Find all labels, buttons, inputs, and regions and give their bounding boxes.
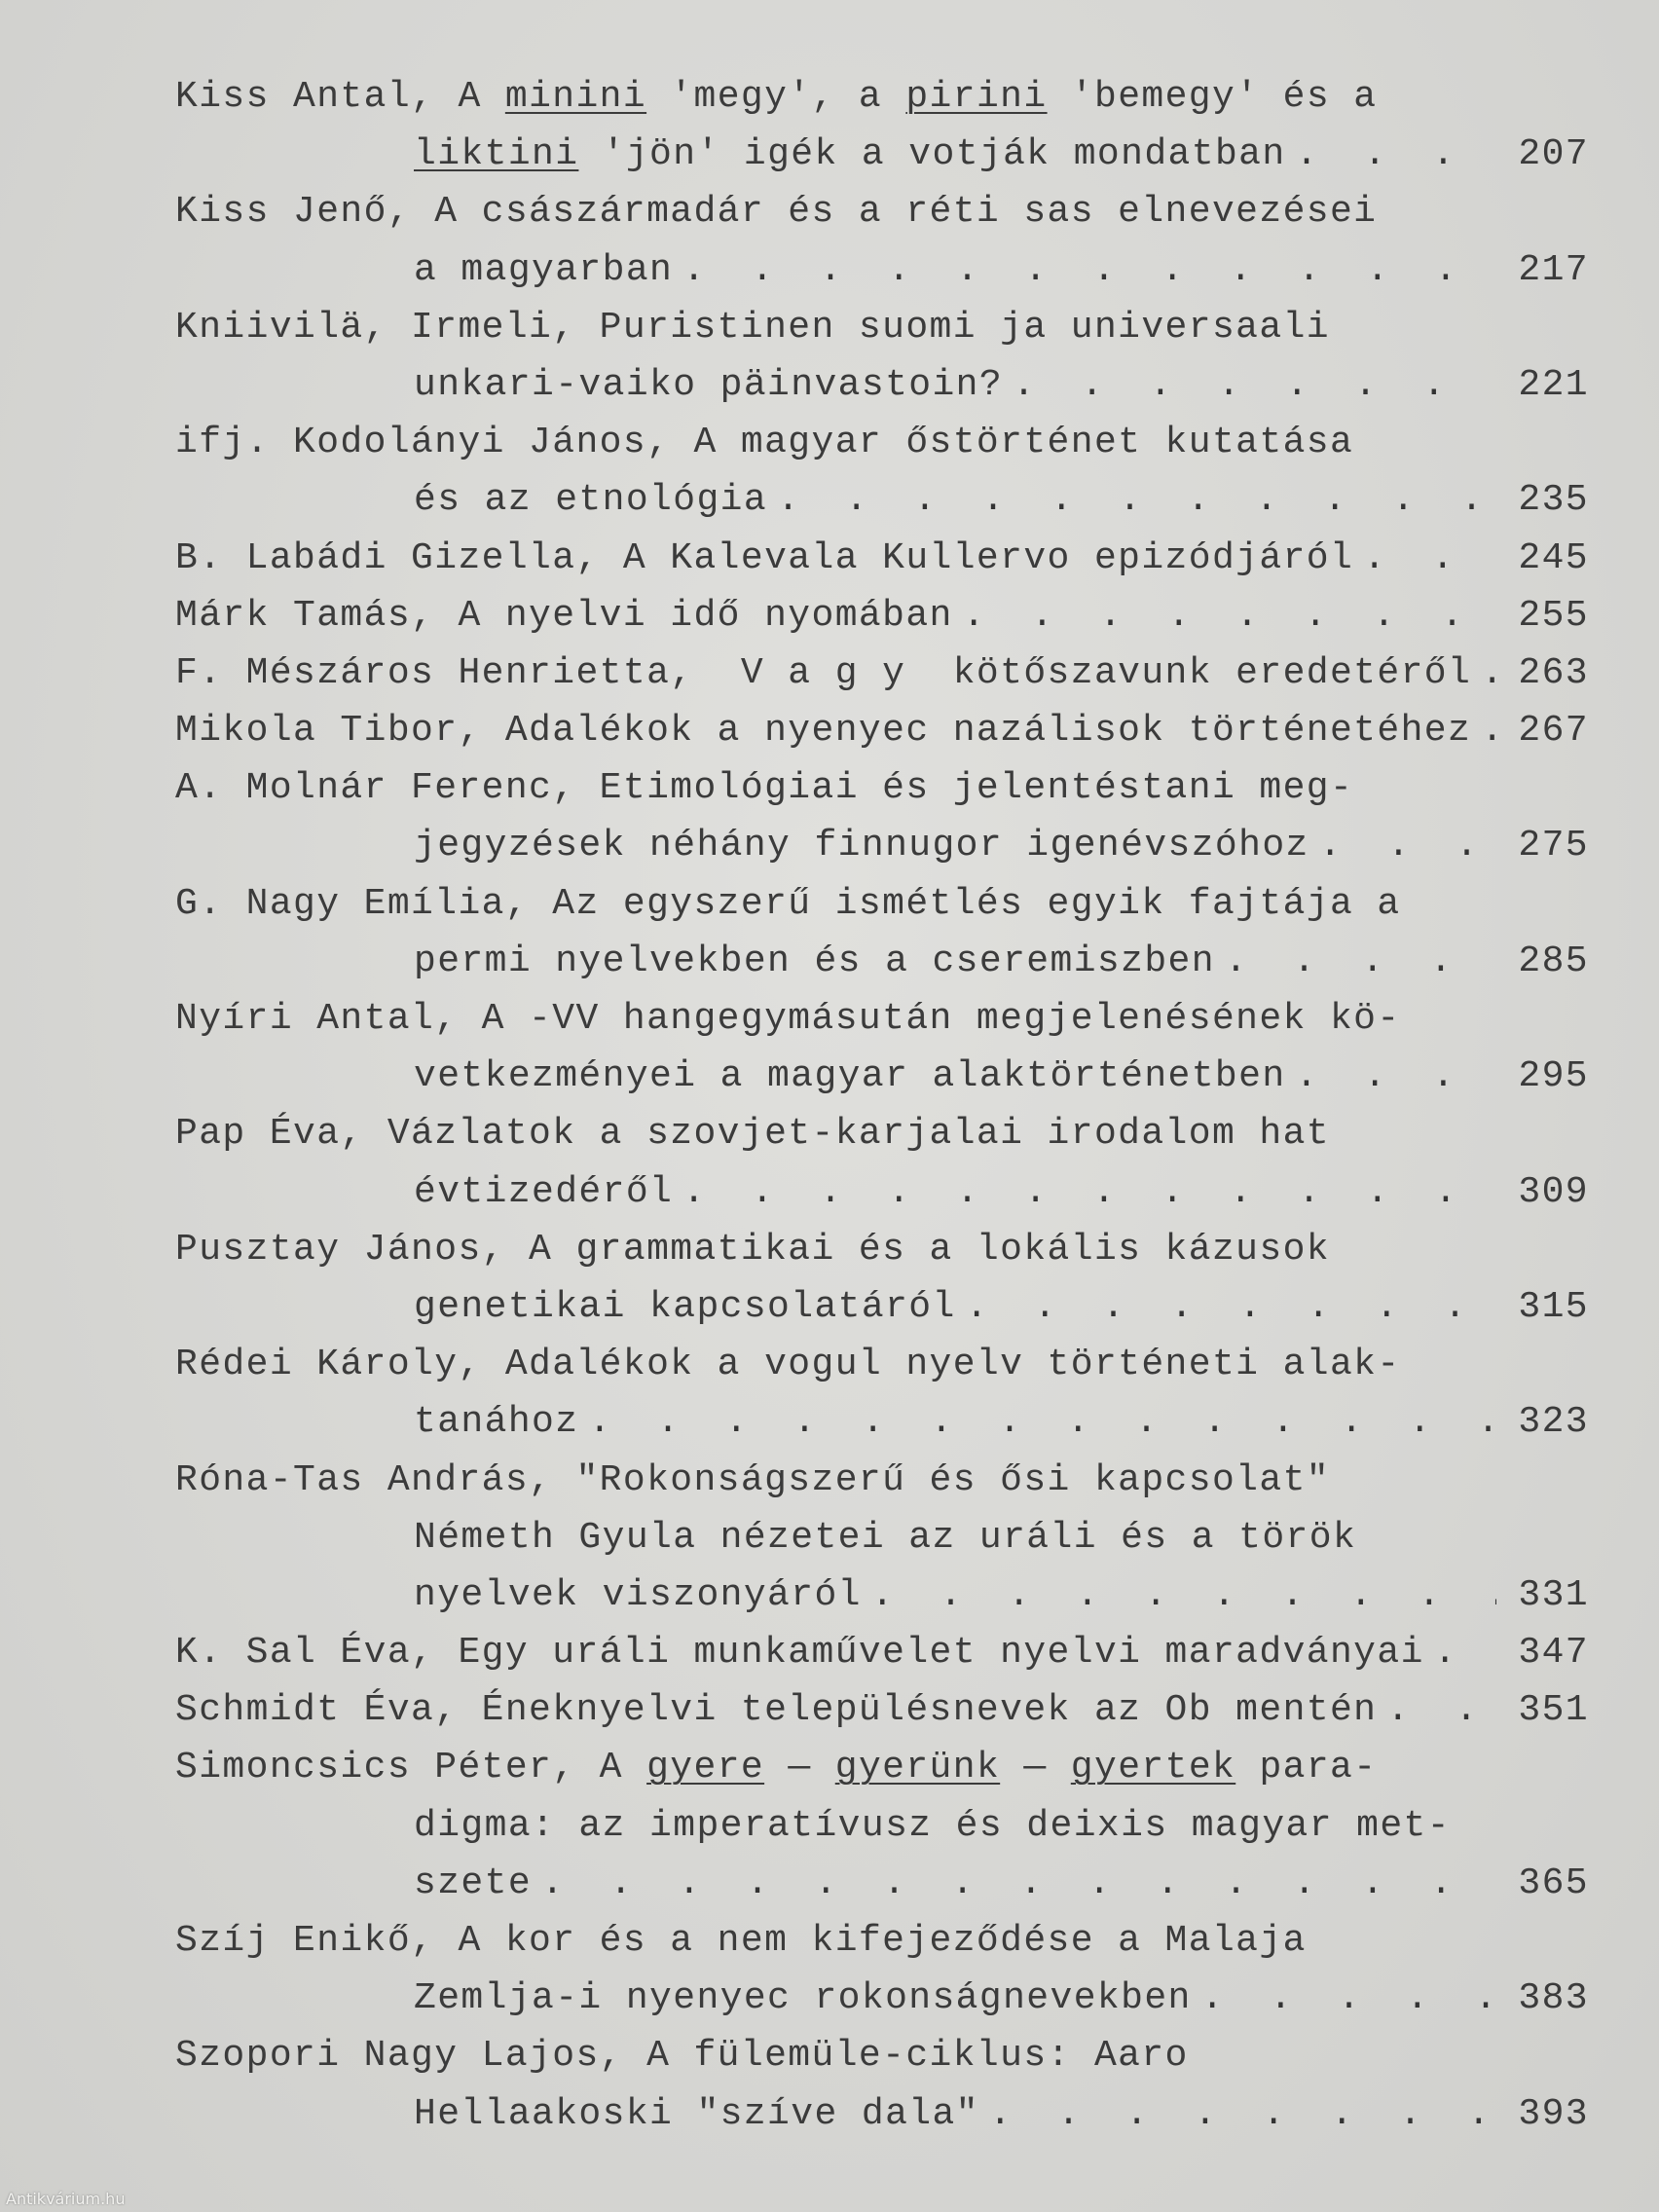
entry-author-title-line — [175, 1739, 1589, 1796]
text-segment: Kniivilä, Irmeli, Puristinen suomi ja universaali — [175, 306, 1330, 349]
page-number: 315 — [1518, 1285, 1589, 1328]
entry-continuation-line — [175, 471, 1589, 529]
toc-entry — [175, 875, 1589, 990]
entry-continuation-line — [175, 1048, 1589, 1105]
text-segment: tanához — [414, 1401, 579, 1444]
text-segment: Mikola Tibor, Adalékok a nyenyec nazálisok történetéhez — [175, 710, 1472, 753]
dot-leader — [578, 1393, 1496, 1451]
text-segment: permi nyelvekben és a cseremiszben — [414, 940, 1215, 982]
entry-continuation-line — [175, 241, 1589, 299]
entry-continuation-line — [175, 1855, 1589, 1912]
entry-text — [175, 1221, 1330, 1278]
underlined-word: gyere — [646, 1747, 765, 1789]
page-number: 309 — [1518, 1170, 1589, 1213]
text-segment: Szopori Nagy Lajos, A fülemüle-ciklus: Aaro — [175, 2035, 1189, 2078]
entry-author-title-line — [175, 68, 1589, 126]
text-segment: Kiss Jenő, A császármadár és a réti sas elnevezései — [175, 191, 1378, 234]
toc-entry — [175, 1452, 1589, 1625]
entry-text — [414, 1567, 862, 1624]
dot-leader — [979, 2085, 1496, 2143]
entry-author-title-line — [175, 1105, 1589, 1162]
toc-entry — [175, 702, 1589, 759]
page-number: 255 — [1518, 594, 1589, 637]
entry-text — [414, 1797, 1451, 1855]
text-segment: digma: az imperatívusz és deixis magyar met- — [414, 1804, 1451, 1847]
text-segment: G. Nagy Emília, Az egyszerű ismétlés egyik fajtája a — [175, 882, 1401, 925]
entry-text — [175, 530, 1353, 587]
page-number: 275 — [1518, 825, 1589, 867]
text-segment: Zemlja-i nyenyec rokonságnevekben — [414, 1977, 1192, 2020]
entry-text — [175, 183, 1377, 240]
page-number: 207 — [1518, 133, 1589, 176]
entry-author-title-line — [175, 587, 1589, 645]
dot-leader — [1286, 1048, 1497, 1105]
toc-entry — [175, 645, 1589, 702]
page-number: 331 — [1518, 1573, 1589, 1616]
dot-leader — [673, 241, 1496, 299]
toc-entry — [175, 1336, 1589, 1451]
text-segment: genetikai kapcsolatáról — [414, 1285, 956, 1328]
entry-text — [175, 587, 953, 645]
entry-text — [175, 68, 1377, 126]
entry-continuation-line — [175, 1278, 1589, 1336]
dot-leader — [1424, 1624, 1497, 1681]
entry-continuation-line — [175, 1970, 1589, 2027]
entry-continuation-line — [175, 1797, 1589, 1855]
text-segment: Kiss Antal, A — [175, 76, 505, 118]
text-segment: — — [1000, 1747, 1071, 1789]
toc-entry — [175, 1624, 1589, 1681]
table-of-contents — [175, 68, 1589, 2143]
dot-leader — [1192, 1970, 1497, 2027]
entry-text — [175, 1912, 1307, 1970]
entry-text — [414, 356, 1003, 414]
entry-continuation-line — [175, 1509, 1589, 1567]
dot-leader — [862, 1567, 1497, 1624]
toc-entry — [175, 299, 1589, 414]
text-segment: jegyzések néhány finnugor igenévszóhoz — [414, 825, 1309, 867]
page-number: 393 — [1518, 2092, 1589, 2135]
entry-author-title-line — [175, 183, 1589, 240]
page-number: 235 — [1518, 479, 1589, 522]
entry-author-title-line — [175, 530, 1589, 587]
entry-continuation-line — [175, 933, 1589, 990]
entry-author-title-line — [175, 1624, 1589, 1681]
entry-text — [414, 817, 1309, 874]
text-segment: Szíj Enikő, A kor és a nem kifejeződése a Malaja — [175, 1920, 1307, 1962]
entry-text — [414, 1855, 532, 1912]
dot-leader — [1471, 702, 1496, 759]
entry-author-title-line — [175, 1681, 1589, 1739]
page-number: 267 — [1518, 710, 1589, 753]
page-number: 263 — [1518, 651, 1589, 694]
entry-continuation-line — [175, 817, 1589, 874]
text-segment: Nyíri Antal, A -VV hangegymásután megjelenésének kö- — [175, 998, 1401, 1040]
entry-text — [175, 1452, 1330, 1509]
entry-text — [414, 2085, 979, 2143]
entry-text — [414, 1509, 1356, 1567]
text-segment: Róna-Tas András, "Rokonságszerű és ősi kapcsolat" — [175, 1458, 1330, 1501]
page-number: 365 — [1518, 1862, 1589, 1904]
dot-leader — [1377, 1681, 1496, 1739]
text-segment: Márk Tamás, A nyelvi idő nyomában — [175, 594, 953, 637]
text-segment: évtizedéről — [414, 1170, 674, 1213]
entry-text — [414, 1278, 956, 1336]
entry-continuation-line — [175, 1567, 1589, 1624]
dot-leader — [1215, 933, 1496, 990]
underlined-word: gyertek — [1070, 1747, 1236, 1789]
dot-leader — [1471, 645, 1496, 702]
dot-leader — [1309, 817, 1497, 874]
entry-text — [175, 414, 1353, 471]
entry-text — [414, 1393, 578, 1451]
entry-author-title-line — [175, 645, 1589, 702]
text-segment: para- — [1235, 1747, 1378, 1789]
toc-entry — [175, 414, 1589, 529]
toc-entry — [175, 1221, 1589, 1336]
entry-text — [175, 1105, 1330, 1162]
page-number: 217 — [1518, 248, 1589, 291]
entry-author-title-line — [175, 414, 1589, 471]
entry-text — [175, 1739, 1377, 1796]
entry-text — [175, 990, 1401, 1048]
entry-text — [414, 1163, 673, 1221]
toc-entry — [175, 1681, 1589, 1739]
toc-entry — [175, 183, 1589, 298]
text-segment: 'megy', a — [646, 76, 906, 118]
entry-author-title-line — [175, 2027, 1589, 2084]
underlined-word: minini — [504, 76, 647, 118]
entry-author-title-line — [175, 1221, 1589, 1278]
entry-continuation-line — [175, 356, 1589, 414]
underlined-word: liktini — [414, 133, 579, 176]
entry-author-title-line — [175, 1336, 1589, 1393]
dot-leader — [956, 1278, 1497, 1336]
toc-entry — [175, 68, 1589, 183]
text-segment: 'bemegy' és a — [1047, 76, 1378, 118]
entry-text — [175, 702, 1471, 759]
entry-author-title-line — [175, 1912, 1589, 1970]
entry-continuation-line — [175, 1163, 1589, 1221]
text-segment: vetkezményei a magyar alaktörténetben — [414, 1055, 1286, 1098]
page-number: 347 — [1518, 1632, 1589, 1675]
text-segment: Pusztay János, A grammatikai és a lokális kázusok — [175, 1228, 1330, 1271]
entry-text — [414, 1970, 1192, 2027]
text-segment: unkari-vaiko päinvastoin? — [414, 363, 1004, 406]
page-number: 221 — [1518, 363, 1589, 406]
toc-entry — [175, 530, 1589, 587]
entry-text — [175, 1336, 1401, 1393]
underlined-word: gyerünk — [834, 1747, 1001, 1789]
entry-author-title-line — [175, 759, 1589, 817]
entry-author-title-line — [175, 702, 1589, 759]
dot-leader — [1353, 530, 1496, 587]
toc-entry — [175, 990, 1589, 1105]
entry-author-title-line — [175, 990, 1589, 1048]
entry-text — [414, 933, 1215, 990]
toc-entry — [175, 1912, 1589, 2027]
text-segment: Schmidt Éva, Éneknyelvi településnevek az Ob mentén — [175, 1689, 1378, 1732]
page-number: 383 — [1518, 1977, 1589, 2020]
text-segment: nyelvek viszonyáról — [414, 1573, 862, 1616]
entry-text — [414, 1048, 1286, 1105]
entry-text — [414, 471, 767, 529]
text-segment: B. Labádi Gizella, A Kalevala Kullervo epizódjáról — [175, 536, 1354, 579]
text-segment: F. Mészáros Henrietta, V a g y kötőszavunk eredetéről — [175, 651, 1472, 694]
entry-text — [414, 126, 1286, 183]
page-number: 351 — [1518, 1689, 1589, 1732]
entry-author-title-line — [175, 875, 1589, 933]
entry-continuation-line — [175, 2085, 1589, 2143]
entry-continuation-line — [175, 1393, 1589, 1451]
dot-leader — [532, 1855, 1496, 1912]
entry-text — [175, 2027, 1189, 2084]
text-segment: a magyarban — [414, 248, 674, 291]
entry-text — [414, 241, 673, 299]
text-segment: 'jön' igék a votják mondatban — [578, 133, 1286, 176]
page-number: 295 — [1518, 1055, 1589, 1098]
text-segment: — — [764, 1747, 835, 1789]
text-segment: Rédei Károly, Adalékok a vogul nyelv történeti alak- — [175, 1344, 1401, 1386]
dot-leader — [1286, 126, 1497, 183]
entry-text — [175, 645, 1471, 702]
entry-text — [175, 759, 1353, 817]
text-segment: Németh Gyula nézetei az uráli és a török — [414, 1516, 1357, 1559]
entry-text — [175, 1624, 1424, 1681]
entry-text — [175, 875, 1401, 933]
toc-entry — [175, 1105, 1589, 1220]
text-segment: K. Sal Éva, Egy uráli munkaművelet nyelvi maradványai — [175, 1632, 1424, 1675]
page-number: 323 — [1518, 1401, 1589, 1444]
entry-author-title-line — [175, 299, 1589, 356]
page-number: 245 — [1518, 536, 1589, 579]
page-number: 285 — [1518, 940, 1589, 982]
dot-leader — [673, 1163, 1496, 1221]
text-segment: Pap Éva, Vázlatok a szovjet-karjalai irodalom hat — [175, 1113, 1330, 1156]
toc-entry — [175, 1739, 1589, 1912]
text-segment: Simoncsics Péter, A — [175, 1747, 647, 1789]
text-segment: és az etnológia — [414, 479, 768, 522]
text-segment: ifj. Kodolányi János, A magyar őstörténet kutatása — [175, 422, 1354, 464]
text-segment: Hellaakoski "szíve dala" — [414, 2092, 979, 2135]
text-segment: szete — [414, 1862, 533, 1904]
toc-entry — [175, 587, 1589, 645]
dot-leader — [767, 471, 1496, 529]
watermark: Antikvárium.hu — [6, 2190, 126, 2208]
entry-continuation-line — [175, 126, 1589, 183]
text-segment: A. Molnár Ferenc, Etimológiai és jelentéstani meg- — [175, 767, 1354, 810]
toc-entry — [175, 759, 1589, 874]
toc-entry — [175, 2027, 1589, 2142]
entry-text — [175, 1681, 1377, 1739]
underlined-word: pirini — [905, 76, 1048, 118]
entry-text — [175, 299, 1330, 356]
entry-author-title-line — [175, 1452, 1589, 1509]
dot-leader — [953, 587, 1497, 645]
dot-leader — [1003, 356, 1496, 414]
